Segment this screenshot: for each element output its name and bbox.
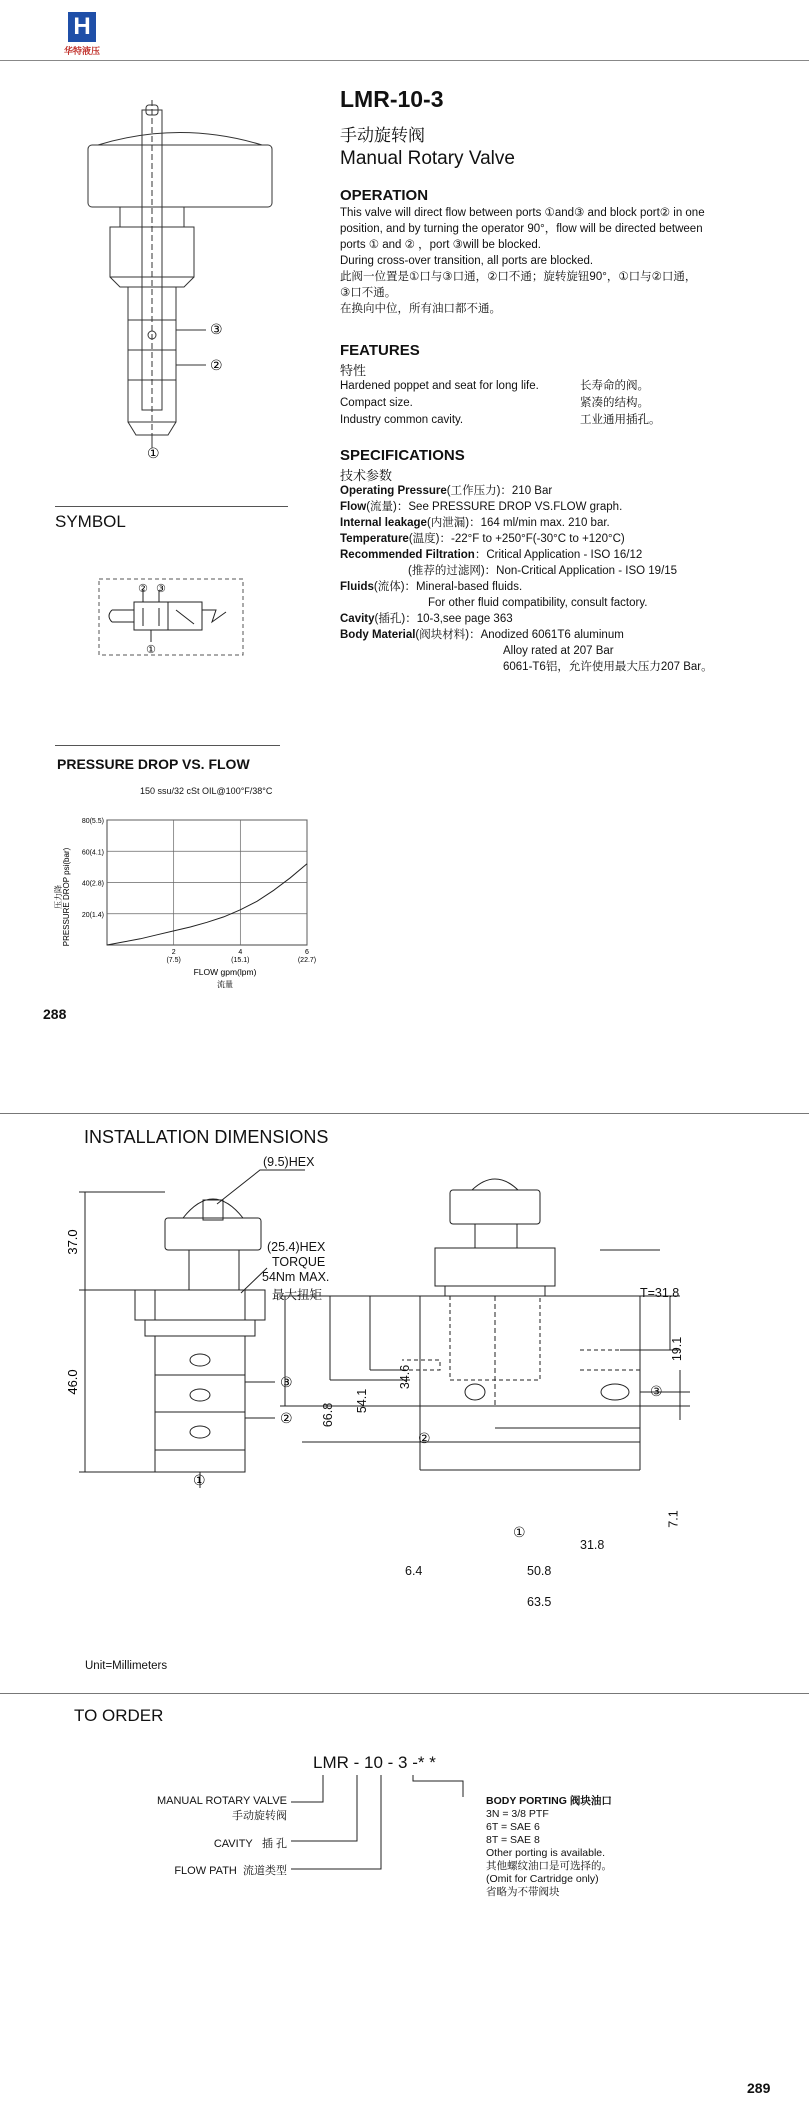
chart-xtick-label: 4 — [238, 949, 243, 956]
pressure-drop-chart — [55, 805, 325, 990]
hex-large-label: (25.4)HEX — [267, 1240, 326, 1254]
torque-max-label: 54Nm MAX. — [262, 1270, 330, 1284]
dim-541: 54.1 — [355, 1388, 370, 1414]
chart-ytick-label: 40(2.8) — [81, 880, 104, 888]
order-heading: TO ORDER — [74, 1706, 164, 1725]
feature-item-cn: 长寿命的阀。 — [580, 380, 649, 392]
operation-line: During cross-over transition, all ports are blocked. — [340, 255, 594, 267]
operation-heading: OPERATION — [340, 187, 429, 204]
chart-ytick-label: 20(1.4) — [81, 911, 104, 919]
spec-row: (推荐的过滤网)：Non-Critical Application - ISO 19/15 — [408, 565, 678, 577]
feature-item-en: Hardened poppet and seat for long life. — [340, 380, 539, 392]
valve-section-drawing — [80, 100, 280, 460]
order-option-line: BODY PORTING 阀块油口 — [486, 1795, 612, 1807]
hydraulic-symbol — [98, 578, 244, 656]
dim-346: 34.6 — [398, 1364, 413, 1390]
specs-heading-cn: 技术参数 — [340, 468, 393, 483]
order-label-flowpath — [137, 1862, 287, 1878]
dim-668: 66.8 — [321, 1402, 336, 1428]
product-name-en: Manual Rotary Valve — [340, 148, 515, 169]
operation-line: position, and by turning the operator 90°，flow will be directed between — [340, 223, 703, 235]
cartridge-port-1: ① — [193, 1472, 206, 1488]
order-option-line: Other porting is available. — [486, 1847, 606, 1859]
feature-item-cn: 紧凑的结构。 — [580, 397, 649, 409]
body-port-1: ① — [513, 1524, 526, 1540]
dim-191: 19.1 — [670, 1336, 685, 1362]
chart-ylabel: PRESSURE DROP psi(bar) — [62, 847, 71, 947]
operation-text — [340, 206, 780, 326]
feature-item-en: Compact size. — [340, 397, 413, 409]
product-code: LMR-10-3 — [340, 86, 444, 112]
chart-xtick-label: 6 — [305, 949, 309, 956]
order-label-cavity-en: CAVITY — [213, 1838, 253, 1850]
order-option-line: 其他螺纹油口是可选择的。 — [486, 1860, 612, 1872]
dim-318: 31.8 — [580, 1538, 605, 1552]
spec-row: 6061-T6铝，允许使用最大压力207 Bar。 — [503, 661, 713, 673]
spec-row: Fluids(流体)：Mineral-based fluids. — [340, 581, 523, 593]
symbol-heading: SYMBOL — [55, 512, 126, 531]
symbol-rule — [55, 506, 288, 507]
spec-row: Alloy rated at 207 Bar — [503, 645, 614, 657]
chart-ytick-label: 80(5.5) — [81, 818, 104, 825]
order-option-line: (Omit for Cartridge only) — [486, 1873, 599, 1885]
chart-ytick-label: 60(4.1) — [81, 849, 104, 857]
dim-46: 46.0 — [65, 1369, 80, 1395]
logo-name: 华特液压 — [63, 46, 100, 56]
page-number-bottom: 289 — [747, 2080, 771, 2096]
order-body-porting — [486, 1795, 736, 1925]
order-label-flowpath-en: FLOW PATH — [174, 1865, 237, 1877]
cartridge-port-2: ② — [280, 1410, 293, 1426]
order-option-line: 3N = 3/8 PTF — [486, 1808, 549, 1820]
body-port-2: ② — [418, 1430, 431, 1446]
order-label-cavity-cn: 插 孔 — [261, 1838, 287, 1850]
order-divider — [0, 1693, 809, 1694]
dim-37: 37.0 — [65, 1229, 80, 1255]
chart-rule — [55, 745, 280, 746]
spec-row: For other fluid compatibility, consult factory. — [428, 597, 648, 609]
chart-grid — [107, 820, 307, 945]
feature-item-cn: 工业通用插孔。 — [580, 414, 661, 426]
order-label-manual-cn: 手动旋转阀 — [232, 1810, 287, 1822]
chart-xlabel: FLOW gpm(lpm) — [193, 967, 257, 977]
operation-line: 在换向中位，所有油口都不通。 — [340, 303, 501, 315]
operation-line: 此阀一位置是①口与③口通，②口不通；旋转旋钮90°，①口与②口通， — [340, 271, 697, 283]
section-divider — [0, 1113, 809, 1114]
page-number-top: 288 — [43, 1006, 67, 1022]
features-list — [340, 379, 780, 431]
chart-heading: PRESSURE DROP VS. FLOW — [57, 756, 250, 772]
dim-71: 7.1 — [666, 1510, 681, 1528]
spec-row: Body Material(阀块材料)：Anodized 6061T6 aluminum — [340, 629, 624, 641]
order-code: LMR - 10 - 3 -* * — [313, 1753, 436, 1772]
installation-body-drawing — [330, 1180, 710, 1470]
symbol-port-2: ② — [138, 583, 148, 595]
torque-label: TORQUE — [272, 1255, 326, 1269]
brand-logo — [60, 12, 104, 58]
order-leader-lines — [285, 1775, 475, 1885]
specs-list — [340, 484, 800, 684]
chart-xtick-sublabel: (22.7) — [297, 957, 317, 964]
spec-row: Temperature(温度)：-22°F to +250°F(-30°C to +120°C) — [340, 533, 625, 545]
order-label-flowpath-cn: 流道类型 — [243, 1865, 287, 1877]
dim-64: 6.4 — [405, 1564, 423, 1578]
spec-row: Internal leakage(内泄漏)：164 ml/min max. 210 bar. — [340, 517, 610, 529]
operation-line: ports ① and ② ，port ③will be blocked. — [340, 239, 541, 251]
body-port-3: ③ — [650, 1383, 663, 1399]
chart-xlabel-cn: 流量 — [217, 980, 233, 989]
hex-small-label: (9.5)HEX — [263, 1155, 315, 1169]
dim-508: 50.8 — [527, 1564, 552, 1578]
dim-t318: T=31.8 — [640, 1286, 680, 1300]
spec-row: Recommended Filtration：Critical Application - ISO 16/12 — [340, 549, 643, 561]
chart-series-line — [107, 864, 307, 945]
chart-xtick-label: 2 — [171, 949, 176, 956]
installation-heading: INSTALLATION DIMENSIONS — [84, 1127, 329, 1147]
chart-note: 150 ssu/32 cSt OIL@100°F/38°C — [140, 786, 273, 796]
port-2-label: ② — [210, 357, 223, 373]
order-label-manual-en: MANUAL ROTARY VALVE — [156, 1795, 287, 1807]
spec-row: Operating Pressure(工作压力)：210 Bar — [340, 485, 553, 497]
order-label-cavity — [137, 1835, 287, 1851]
chart-ticks — [82, 818, 316, 964]
order-option-line: 8T = SAE 8 — [486, 1834, 540, 1846]
port-3-label: ③ — [210, 321, 223, 337]
feature-item-en: Industry common cavity. — [340, 414, 464, 426]
order-label-manual — [137, 1795, 287, 1823]
features-heading-cn: 特性 — [340, 363, 367, 378]
chart-xtick-sublabel: (7.5) — [166, 957, 181, 964]
chart-ylabel-cn: 压力降 — [54, 885, 63, 909]
symbol-port-3: ③ — [156, 583, 166, 595]
product-name-cn: 手动旋转阀 — [340, 126, 425, 145]
spec-row: Flow(流量)：See PRESSURE DROP VS.FLOW graph. — [340, 501, 623, 513]
port-1-label: ① — [147, 445, 160, 461]
cartridge-port-3: ③ — [280, 1374, 293, 1390]
operation-line: This valve will direct flow between ports ①and③ and block port② in one — [340, 207, 705, 219]
specs-heading: SPECIFICATIONS — [340, 447, 465, 464]
order-option-line: 省略为不带阀块 — [486, 1886, 560, 1898]
spec-row: Cavity(插孔)：10-3,see page 363 — [340, 613, 513, 625]
header-rule — [0, 60, 809, 61]
torque-cn-label: 最大扭矩 — [272, 1288, 323, 1302]
operation-line: ③口不通。 — [340, 287, 397, 299]
order-option-line: 6T = SAE 6 — [486, 1821, 540, 1833]
symbol-port-1: ① — [146, 644, 156, 656]
logo-mark: H — [68, 12, 96, 42]
chart-xtick-sublabel: (15.1) — [231, 957, 250, 964]
unit-note: Unit=Millimeters — [85, 1660, 168, 1672]
features-heading: FEATURES — [340, 342, 420, 359]
dim-635: 63.5 — [527, 1595, 552, 1609]
